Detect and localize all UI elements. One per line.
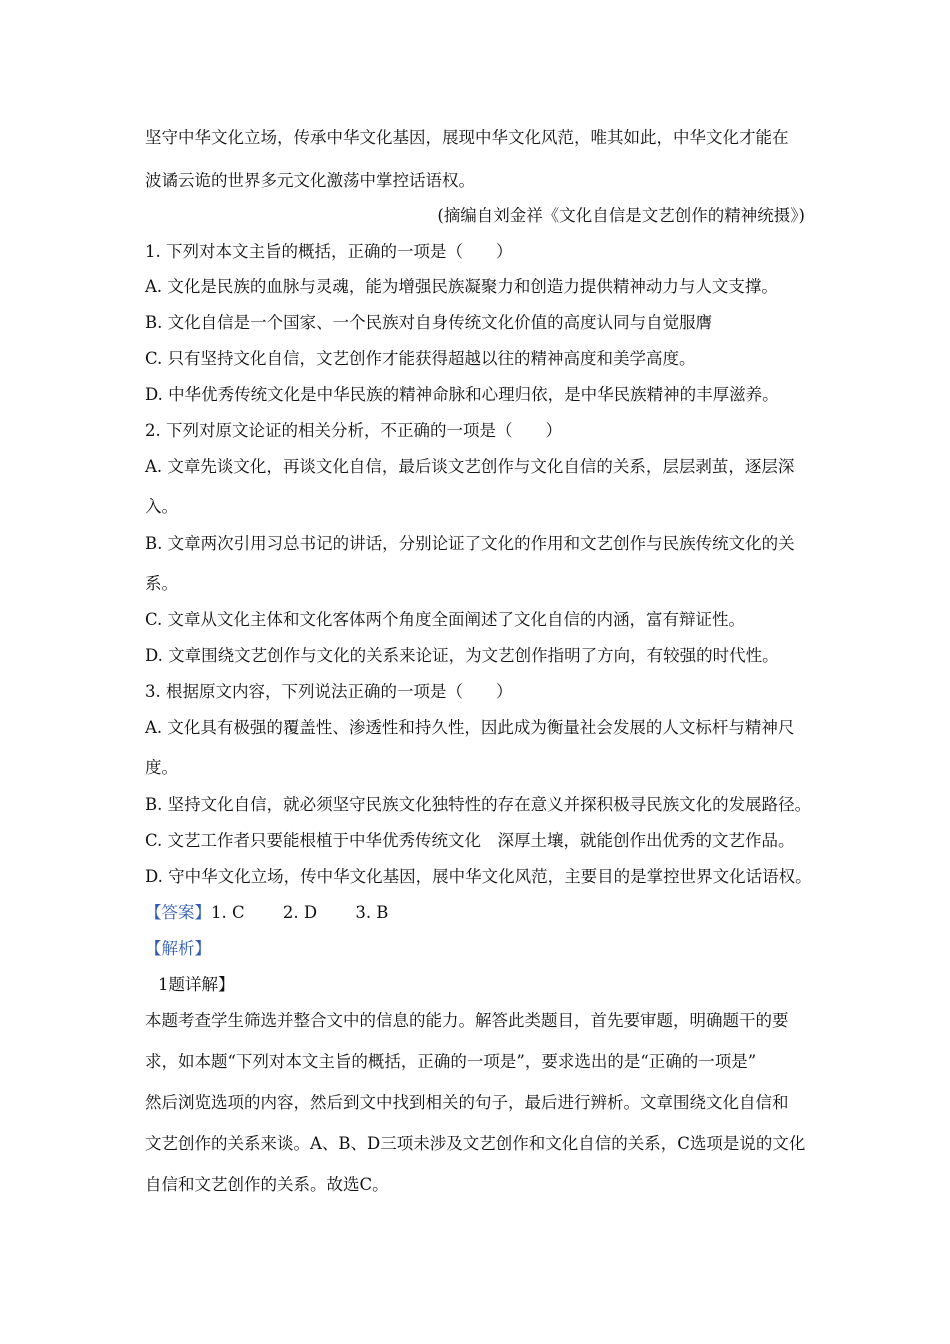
analysis-line: 求，如本题“下列对本文主旨的概括，正确的一项是”，要求选出的是“正确的一项是” [145, 1052, 757, 1071]
question-stem: 2. 下列对原文论证的相关分析，不正确的一项是（ ） [145, 421, 562, 440]
option-line: C. 文章从文化主体和文化客体两个角度全面阐述了文化自信的内涵，富有辩证性。 [145, 610, 746, 629]
option-line: A. 文化是民族的血脉与灵魂，能为增强民族凝聚力和创造力提供精神动力与人文支撑。 [145, 277, 778, 296]
answer-label: 【答案】 [145, 903, 211, 922]
analysis-line: 文艺创作的关系来谈。A、B、D三项未涉及文艺创作和文化自信的关系，C选项是说的文化 [145, 1134, 806, 1153]
answer-line [145, 902, 815, 924]
option-line: 系。 [145, 574, 178, 593]
question-stem: 3. 根据原文内容，下列说法正确的一项是（ ） [145, 682, 513, 701]
passage-line: 波谲云诡的世界多元文化激荡中掌控话语权。 [145, 171, 475, 190]
option-line: D. 中华优秀传统文化是中华民族的精神命脉和心理归依，是中华民族精神的丰厚滋养。 [145, 385, 779, 404]
analysis-label: 【解析】 [145, 939, 211, 958]
option-line: A. 文章先谈文化，再谈文化自信，最后谈文艺创作与文化自信的关系，层层剥茧，逐层深 [145, 457, 795, 476]
option-line: 度。 [145, 758, 178, 777]
option-line: A. 文化具有极强的覆盖性、渗透性和持久性，因此成为衡量社会发展的人文标杆与精神尺 [145, 718, 795, 737]
question-stem: 1. 下列对本文主旨的概括，正确的一项是（ ） [145, 242, 513, 261]
analysis-line: 本题考查学生筛选并整合文中的信息的能力。解答此类题目，首先要审题，明确题干的要 [145, 1011, 789, 1030]
answer-text: 1. C 2. D 3. B [211, 903, 389, 922]
option-line: D. 文章围绕文艺创作与文化的关系来论证，为文艺创作指明了方向，有较强的时代性。 [145, 646, 779, 665]
analysis-line: 自信和文艺创作的关系。故选C。 [145, 1175, 389, 1194]
option-line: B. 文化自信是一个国家、一个民族对自身传统文化价值的高度认同与自觉服膺 [145, 313, 713, 332]
option-line: B. 坚持文化自信，就必须坚守民族文化独特性的存在意义并探积极寻民族文化的发展路径。 [145, 795, 812, 814]
analysis-sub-heading: 1题详解】 [158, 975, 235, 994]
option-line: 入。 [145, 497, 178, 516]
option-line: B. 文章两次引用习总书记的讲话，分别论证了文化的作用和文艺创作与民族传统文化的关 [145, 534, 795, 553]
option-line: C. 只有坚持文化自信，文艺创作才能获得超越以往的精神高度和美学高度。 [145, 349, 696, 368]
passage-source: (摘编自刘金祥《文化自信是文艺创作的精神统摄》) [437, 206, 805, 225]
option-line: D. 守中华文化立场，传中华文化基因，展中华文化风范，主要目的是掌控世界文化话语权。 [145, 867, 812, 886]
passage-line: 坚守中华文化立场，传承中华文化基因，展现中华文化风范，唯其如此，中华文化才能在 [145, 128, 789, 147]
analysis-line: 然后浏览选项的内容，然后到文中找到相关的句子，最后进行辨析。文章围绕文化自信和 [145, 1093, 789, 1112]
option-line: C. 文艺工作者只要能根植于中华优秀传统文化 深厚土壤，就能创作出优秀的文艺作品。 [145, 831, 795, 850]
